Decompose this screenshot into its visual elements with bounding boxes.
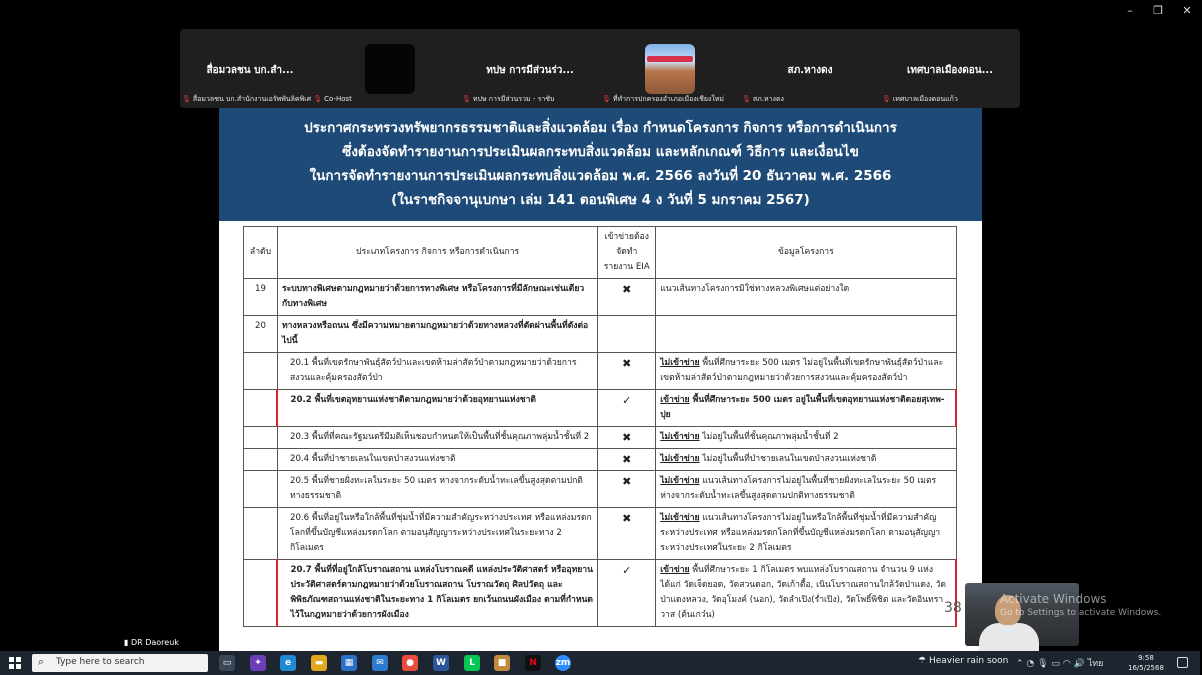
project-info: ไม่เข้าข่าย ไม่อยู่ในพื้นที่ชั้นคุณภาพลุ่มน้ำชั้นที่ 2 (656, 427, 956, 449)
project-type: ระบบทางพิเศษตามกฎหมายว่าด้วยการทางพิเศษ หรือโครงการที่มีลักษณะเช่นเดียวกับทางพิเศษ (277, 279, 597, 316)
eia-mark: ✖ (598, 427, 656, 449)
col-header: ข้อมูลโครงการ (656, 227, 956, 279)
mic-muted-icon: 🎙 (313, 95, 323, 103)
table-row (244, 353, 957, 390)
table-row (244, 471, 957, 508)
participant-name: เทศบาลเมืองดอน... (906, 65, 994, 76)
mic-icon[interactable]: 🎙 (1037, 659, 1049, 669)
file-explorer-icon[interactable]: ▬ (311, 655, 327, 671)
volume-icon[interactable]: 🔊 (1073, 659, 1085, 669)
project-type: 20.1 พื้นที่เขตรักษาพันธุ์สัตว์ป่าและเขตห้ามล่าสัตว์ป่าตามกฎหมายว่าด้วยการสงวนและคุ้มครองสัตว์ป่า (277, 353, 597, 390)
row-number (244, 471, 278, 508)
row-number (244, 427, 278, 449)
project-type: ทางหลวงหรือถนน ซึ่งมีความหมายตามกฎหมายว่าด้วยทางหลวงที่ตัดผ่านพื้นที่ดังต่อไปนี้ (277, 316, 597, 353)
chrome-icon[interactable]: ● (402, 655, 418, 671)
participant-footer: 🎙 ที่ทำการปกครองอำเภอเมืองเชียงใหม่ (602, 95, 725, 103)
row-number (244, 390, 278, 427)
app-icon[interactable]: ■ (494, 655, 510, 671)
table-row-highlighted (244, 390, 957, 427)
project-type: 20.3 พื้นที่ที่คณะรัฐมนตรีมีมติเห็นชอบกำหนดให้เป็นพื้นที่ชั้นคุณภาพลุ่มน้ำชั้นที่ 2 (277, 427, 597, 449)
store-icon[interactable]: ▦ (341, 655, 357, 671)
copilot-icon[interactable]: ✦ (250, 655, 266, 671)
mic-muted-icon: 🎙 (742, 95, 751, 103)
slide-title-line: ประกาศกระทรวงทรัพยากรธรรมชาติและสิ่งแวดล้อม เรื่อง กำหนดโครงการ กิจการ หรือการดำเนินการ (304, 120, 897, 136)
netflix-icon[interactable]: N (525, 655, 541, 671)
table-row (244, 427, 957, 449)
search-icon: ⌕ (38, 655, 45, 668)
project-info: แนวเส้นทางโครงการมิใช่ทางหลวงพิเศษแต่อย่างใด (656, 279, 956, 316)
participant-tile[interactable] (880, 29, 1020, 108)
table-row (244, 279, 957, 316)
network-icon[interactable]: ◔ (1026, 659, 1035, 669)
participant-tile[interactable] (600, 29, 740, 108)
table-row-highlighted (244, 560, 957, 627)
eia-mark: ✖ (598, 353, 656, 390)
eia-mark: ✖ (598, 508, 656, 560)
project-type: 20.4 พื้นที่ป่าชายเลนในเขตป่าสงวนแห่งชาติ (277, 449, 597, 471)
mic-muted-icon: 🎙 (882, 95, 891, 103)
eia-mark (598, 316, 656, 353)
speaker-label: ▮ DR Daoreuk (121, 636, 191, 650)
minimize-icon[interactable]: – (1127, 4, 1133, 17)
close-icon[interactable]: ✕ (1182, 4, 1192, 17)
edge-icon[interactable]: e (280, 655, 296, 671)
row-number: 19 (244, 279, 278, 316)
activation-watermark: Activate Windows Go to Settings to activate Windows. (1000, 592, 1162, 618)
row-number (244, 353, 278, 390)
eia-mark: ✓ (598, 390, 656, 427)
project-type: 20.5 พื้นที่ชายฝั่งทะเลในระยะ 50 เมตร หางจากระดับน้ำทะเลขึ้นสูงสุดตามปกติทางธรรมชาติ (277, 471, 597, 508)
participant-name: ทปษ การมีส่วนร่ว... (486, 65, 574, 76)
eia-mark: ✖ (598, 471, 656, 508)
system-tray[interactable] (1016, 656, 1103, 670)
participant-footer: 🎙 สื่อมวลชน บก.สำนักงานเอรัพพันลิคพิเศ 🎙 Co-Host (182, 95, 352, 103)
project-info (656, 316, 956, 353)
row-number (244, 508, 278, 560)
row-number (244, 449, 278, 471)
eia-mark: ✓ (598, 560, 656, 627)
project-type: 20.7 พื้นที่ที่อยู่ใกล้โบราณสถาน แหล่งโบราณคดี แหล่งประวัติศาสตร์ หรืออุทยานประวัติศาสตร์ตามกฎหมายว่าด้วยโบราณสถาน โบราณวัตถุ ศิลปวัตถุ และพิพิธภัณฑสถานแห่งชาติในระยะทาง 1 กิโลเมตร ยกเว้นถนนผังเมือง ตามที่กำหนดไว้ในกฎหมายว่าด้วยการผังเมือง (277, 560, 597, 627)
project-info: ไม่เข้าข่าย พื้นที่ศึกษาระยะ 500 เมตร ไม่อยู่ในพื้นที่เขตรักษาพันธุ์สัตว์ป่าและเขตห้ามล่าสัตว์ป่าตามกฎหมายว่าด้วยการสงวนและคุ้มครองสัตว์ป่า (656, 353, 956, 390)
language-indicator[interactable]: ไทย (1087, 659, 1104, 669)
project-info: ไม่เข้าข่าย แนวเส้นทางโครงการไม่อยู่ในหรือใกล้พื้นที่ชุ่มน้ำที่มีความสำคัญระหว่างประเทศ หรือแหล่งมรดกโลกที่ขึ้นบัญชีแหล่งมรดกโลก ตามอนุสัญญาระหว่างประเทศในระยะ 2 กิโลเมตร (656, 508, 956, 560)
task-view-icon[interactable]: ▭ (219, 655, 235, 671)
row-number (244, 560, 278, 627)
table-row (244, 508, 957, 560)
slide-page-number: 38 (944, 600, 962, 616)
participant-strip (180, 29, 1020, 108)
eia-table (243, 226, 957, 627)
word-icon[interactable]: W (433, 655, 449, 671)
slide-title-line: (ในราชกิจจานุเบกษา เล่ม 141 ตอนพิเศษ 4 ง วันที่ 5 มกราคม 2567) (391, 192, 810, 208)
shared-screen (121, 108, 1084, 651)
participant-footer: 🎙 สภ.หางดง (742, 95, 784, 103)
project-type: 20.6 พื้นที่อยู่ในหรือใกล้พื้นที่ชุ่มน้ำที่มีความสำคัญระหว่างประเทศ หรือแหล่งมรดกโลกที่ขึ้นบัญชีแหล่งมรดกโลก ตามอนุสัญญาระหว่างประเทศในระยะทาง 2 กิโลเมตร (277, 508, 597, 560)
mic-muted-icon: 🎙 (182, 95, 191, 103)
clock[interactable]: 9:58 16/5/2568 (1128, 654, 1164, 672)
rain-icon: ☂ (918, 656, 927, 666)
eia-mark: ✖ (598, 279, 656, 316)
chevron-up-icon[interactable]: ⌃ (1016, 659, 1024, 669)
taskbar-search[interactable]: ⌕ Type here to search (32, 654, 208, 672)
col-header: ลำดับ (244, 227, 278, 279)
row-number: 20 (244, 316, 278, 353)
battery-icon[interactable]: ▭ (1051, 659, 1060, 669)
participant-name: สื่อมวลชน บก.สำ... (206, 65, 294, 76)
signal-icon: ▮ (124, 638, 129, 647)
project-info: เข้าข่าย พื้นที่ศึกษาระยะ 500 เมตร อยู่ในพื้นที่เขตอุทยานแห่งชาติดอยสุเทพ-ปุย (656, 390, 956, 427)
participant-tile[interactable] (460, 29, 600, 108)
notification-icon[interactable] (1177, 657, 1188, 668)
mic-muted-icon: 🎙 (462, 95, 471, 103)
project-info: เข้าข่าย พื้นที่ศึกษาระยะ 1 กิโลเมตร พบแหล่งโบราณสถาน จำนวน 9 แห่ง ได้แก่ วัดเจ็ดยอด, วัดสวนดอก, วัดเก้าตื้อ, เนินโบราณสถานใกล้วัดป่าแดง, วัดป่าแดงหลวง, วัดอุโมงค์ (นอก), วัดลำเปิง(ร่ำเปิง), วัดโพธิ์พิชิต และวัดอินทราวาส (ต้นเกว๋น) (656, 560, 956, 627)
table-row (244, 316, 957, 353)
mic-muted-icon: 🎙 (602, 95, 611, 103)
participant-tile[interactable] (180, 29, 352, 108)
table-row (244, 449, 957, 471)
mail-icon[interactable]: ✉ (372, 655, 388, 671)
participant-video (365, 44, 415, 94)
participant-thumbnail (645, 44, 695, 94)
windows-start-icon[interactable] (9, 657, 21, 669)
zoom-icon[interactable]: zm (555, 655, 571, 671)
project-type: 20.2 พื้นที่เขตอุทยานแห่งชาติตามกฎหมายว่าด้วยอุทยานแห่งชาติ (277, 390, 597, 427)
slide-title-line: ในการจัดทำรายงานการประเมินผลกระทบสิ่งแวดล้อม พ.ศ. 2566 ลงวันที่ 20 ธันวาคม พ.ศ. 2566 (309, 168, 892, 184)
table-header (244, 227, 957, 279)
project-info: ไม่เข้าข่าย แนวเส้นทางโครงการไม่อยู่ในพื้นที่ชายฝั่งทะเลในระยะ 50 เมตร ห่างจากระดับน้ำทะเลขึ้นสูงสุดตามปกติทางธรรมชาติ (656, 471, 956, 508)
col-header: ประเภทโครงการ กิจการ หรือการดำเนินการ (277, 227, 597, 279)
line-icon[interactable]: L (464, 655, 480, 671)
participant-tile[interactable] (740, 29, 880, 108)
eia-mark: ✖ (598, 449, 656, 471)
participant-footer: 🎙 ทปษ การมีส่วนรวม - ราชับ (462, 95, 555, 103)
participant-tile[interactable] (320, 29, 460, 108)
weather-widget[interactable]: ☂ Heavier rain soon (918, 656, 1009, 666)
participant-name: สภ.หางดง (787, 65, 833, 76)
slide-title-line: ซึ่งต้องจัดทำรายงานการประเมินผลกระทบสิ่งแวดล้อม และหลักเกณฑ์ วิธีการ และเงื่อนไข (342, 144, 859, 160)
maximize-icon[interactable]: ❐ (1153, 4, 1163, 17)
taskbar (0, 651, 1200, 675)
col-header: เข้าข่ายต้องจัดทำรายงาน EIA (598, 227, 656, 279)
participant-footer: 🎙 เทศบาลเมืองดอนแก้ว (882, 95, 958, 103)
project-info: ไม่เข้าข่าย ไม่อยู่ในพื้นที่ป่าชายเลนในเขตป่าสงวนแห่งชาติ (656, 449, 956, 471)
presentation-slide (219, 108, 982, 651)
slide-header (219, 108, 982, 221)
wifi-icon[interactable]: ◠ (1062, 659, 1071, 669)
